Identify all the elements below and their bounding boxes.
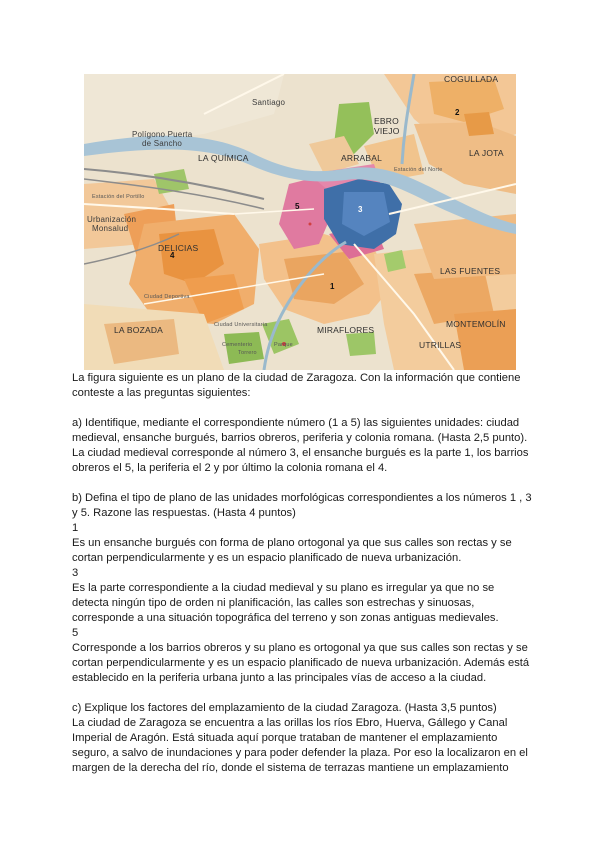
label-la-quimica: LA QUÍMICA — [198, 153, 249, 163]
label-delicias: DELICIAS — [158, 243, 199, 253]
question-b-line: y 5. Razone las respuestas. (Hasta 4 puntos) — [72, 507, 296, 519]
zone-number-3: 3 — [358, 205, 363, 214]
answer-c-line: La ciudad de Zaragoza se encuentra a las orillas los ríos Ebro, Huerva, Gállego y Canal — [72, 717, 508, 729]
label-utrillas: UTRILLAS — [419, 340, 462, 350]
label-poligono: Polígono Puerta — [132, 130, 193, 139]
answer-b-line: detecta ningún tipo de orden ni planificación, las calles son estrechas y sinuosas, — [72, 597, 475, 609]
label-cogullada: COGULLADA — [444, 74, 499, 84]
answer-b-line: cortan perpendicularmente y es un espacio planificado de nueva urbanización. — [72, 552, 462, 564]
question-c-line: c) Explique los factores del emplazamiento de la ciudad Zaragoza. (Hasta 3,5 puntos) — [72, 702, 497, 714]
answer-b-number: 5 — [72, 627, 79, 639]
answer-a-line: obreros el 5, la periferia el 2 y por último la colonia romana el 4. — [72, 462, 388, 474]
label-estacion-norte: Estación del Norte — [394, 167, 443, 173]
zone-number-5: 5 — [295, 202, 300, 211]
answer-b-line: Es un ensanche burgués con forma de plano ortogonal ya que sus calles son rectas y se — [72, 537, 512, 549]
question-a-line: medieval, ensanche burgués, barrios obreros, periferia y colonia romana. (Hasta 2,5 punto). — [72, 432, 528, 444]
answer-b-line: cortan perpendicularmente y es un espacio planificado de nueva urbanización. Además está — [72, 657, 530, 669]
zone-number-2: 2 — [455, 108, 460, 117]
answer-b-line: corresponde a una situación topográfica del terreno y son zonas antiguas medievales. — [72, 612, 499, 624]
label-torrero: Torrero — [238, 350, 257, 356]
answer-b-line: Corresponde a los barrios obreros y su plano es ortogonal ya que sus calles son rectas y se — [72, 642, 528, 654]
label-ebro-viejo: EBRO — [374, 116, 399, 126]
zaragoza-city-map — [84, 74, 516, 370]
label-urbanizacion-2: Monsalud — [92, 224, 129, 233]
zone-number-4: 4 — [170, 251, 175, 260]
answer-a-line: La ciudad medieval corresponde al número 3, el ensanche burgués es la parte 1, los barrios — [72, 447, 529, 459]
question-a-line: a) Identifique, mediante el correspondiente número (1 a 5) las siguientes unidades: ciudad — [72, 417, 520, 429]
answer-c-line: seguro, a salvo de inundaciones y para poder defender la plaza. Por eso la localizaron en el — [72, 747, 528, 759]
label-las-fuentes: LAS FUENTES — [440, 266, 501, 276]
document-body — [72, 371, 542, 776]
label-la-bozada: LA BOZADA — [114, 325, 164, 335]
label-arrabal: ARRABAL — [341, 153, 383, 163]
zone-number-1: 1 — [330, 282, 335, 291]
answer-b-line: Es la parte correspondiente a la ciudad medieval y su plano es irregular ya que no se — [72, 582, 495, 594]
label-cementerio: Cementerio — [222, 342, 253, 348]
label-miraflores: MIRAFLORES — [317, 325, 375, 335]
label-montemolin: MONTEMOLÍN — [446, 319, 506, 329]
answer-b-line: establecido en la periferia urbana junto a las principales vías de acceso a la ciudad. — [72, 672, 487, 684]
answer-c-line: margen de la derecha del río, donde el sistema de terrazas mantiene un emplazamiento — [72, 762, 509, 774]
question-b-line: b) Defina el tipo de plano de las unidades morfológicas correspondientes a los números 1 , 3 — [72, 492, 532, 504]
label-urbanizacion: Urbanización — [87, 215, 137, 224]
label-parque: Parque — [274, 342, 293, 348]
answer-b-number: 3 — [72, 567, 79, 579]
answer-b-number: 1 — [72, 522, 79, 534]
label-ciudad-deportiva: Ciudad Deportiva — [144, 294, 190, 300]
answer-c-line: Imperial de Aragón. Está situada aquí porque trataban de mantener el emplazamiento — [72, 732, 498, 744]
intro-line: La figura siguiente es un plano de la ciudad de Zaragoza. Con la información que contiene — [72, 372, 521, 384]
label-estacion-portillo: Estación del Portillo — [92, 194, 145, 200]
intro-line: conteste a las preguntas siguientes: — [72, 387, 251, 399]
label-la-jota: LA JOTA — [469, 148, 504, 158]
label-ebro-viejo-2: VIEJO — [374, 126, 400, 136]
label-ciudad-universitaria: Ciudad Universitaria — [214, 322, 268, 328]
label-santiago: Santiago — [252, 98, 286, 107]
label-poligono-2: de Sancho — [142, 139, 183, 148]
